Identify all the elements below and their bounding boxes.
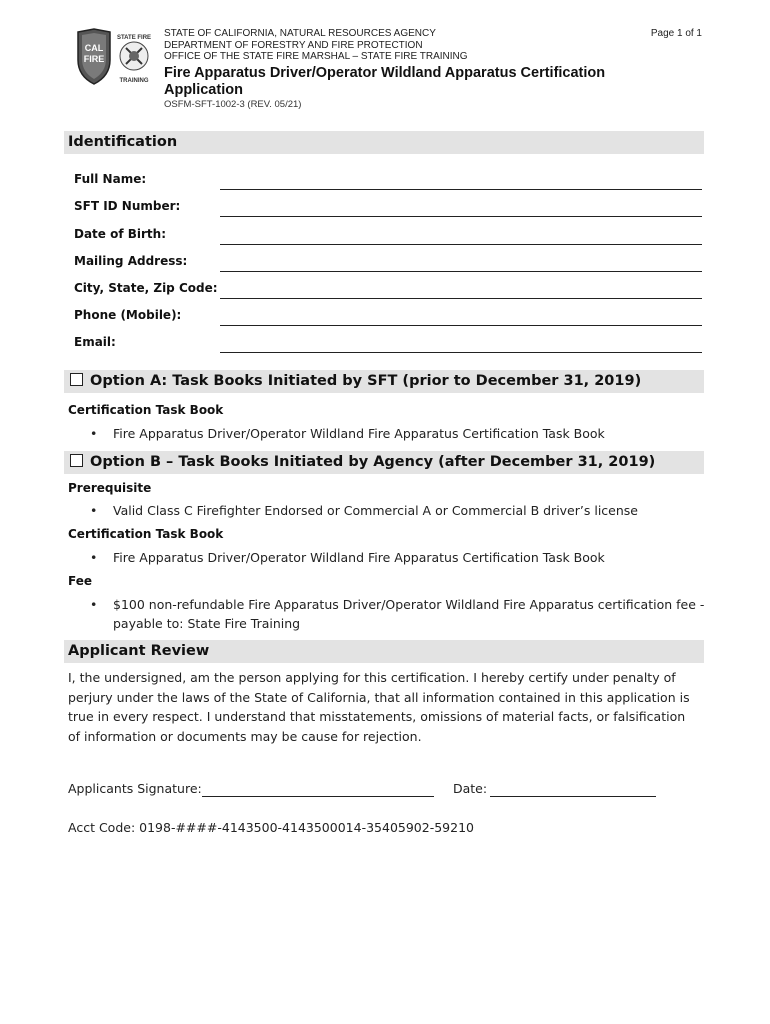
phone-field[interactable] — [220, 325, 702, 326]
city-state-zip-row — [74, 279, 702, 299]
sft-id-field[interactable] — [220, 216, 702, 217]
form-code: OSFM-SFT-1002-3 (REV. 05/21) — [164, 99, 302, 110]
logo-cal-text: CAL — [84, 43, 104, 53]
option-a-heading-text: Option A: Task Books Initiated by SFT (prior to December 31, 2019) — [90, 373, 642, 389]
phone-row — [74, 306, 702, 326]
dob-row — [74, 225, 702, 245]
applicant-review-heading: Applicant Review — [64, 640, 704, 663]
list-item — [90, 424, 706, 443]
city-state-zip-field[interactable] — [220, 298, 702, 299]
dob-label: Date of Birth: — [74, 227, 167, 241]
logo-fire-text: FIRE — [83, 54, 105, 64]
full-name-field[interactable] — [220, 189, 702, 190]
option-b-heading-text: Option B – Task Books Initiated by Agency (after December 31, 2019) — [90, 454, 656, 470]
mailing-address-label: Mailing Address: — [74, 254, 188, 268]
dob-field[interactable] — [220, 244, 702, 245]
bullet-glyph: • — [90, 597, 98, 612]
option-b-prereq-label: Prerequisite — [68, 481, 152, 495]
option-b-prereq-item: Valid Class C Firefighter Endorsed or Commercial A or Commercial B driver’s license — [113, 503, 638, 518]
email-row — [74, 333, 702, 353]
phone-label: Phone (Mobile): — [74, 308, 182, 322]
list-item — [90, 595, 706, 633]
email-field[interactable] — [220, 352, 702, 353]
form-title: Fire Apparatus Driver/Operator Wildland Apparatus Certification Application — [164, 65, 606, 98]
logo-state-fire-text: STATE FIRE — [116, 35, 152, 41]
bullet-glyph: • — [90, 503, 98, 518]
option-b-heading — [64, 451, 704, 474]
signature-label: Applicants Signature: — [68, 781, 202, 796]
list-item — [90, 501, 706, 520]
sft-id-label: SFT ID Number: — [74, 199, 181, 213]
date-label: Date: — [453, 781, 488, 796]
option-b-checkbox[interactable] — [70, 454, 83, 467]
agency-line: OFFICE OF THE STATE FIRE MARSHAL – STATE FIRE TRAINING — [164, 51, 468, 62]
date-field[interactable] — [490, 796, 656, 797]
full-name-row — [74, 170, 702, 190]
logo-training-text: TRAINING — [119, 78, 149, 84]
mailing-address-row — [74, 252, 702, 272]
mailing-address-field[interactable] — [220, 271, 702, 272]
list-item — [90, 548, 706, 567]
agency-line: STATE OF CALIFORNIA, NATURAL RESOURCES AGENCY — [164, 28, 436, 39]
option-a-cert-label: Certification Task Book — [68, 403, 224, 417]
agency-header — [164, 28, 468, 63]
option-b-fee-item: $100 non-refundable Fire Apparatus Driver/Operator Wildland Fire Apparatus certification fee - payable to: State Fire Training — [113, 597, 705, 631]
state-fire-training-logo — [74, 26, 162, 88]
bullet-glyph: • — [90, 550, 98, 565]
page-number: Page 1 of 1 — [650, 28, 702, 39]
option-b-cert-item: Fire Apparatus Driver/Operator Wildland Fire Apparatus Certification Task Book — [113, 550, 605, 565]
option-a-heading — [64, 370, 704, 393]
certification-statement: I, the undersigned, am the person applying for this certification. I hereby certify under penalty of perjury under the laws of the State of California, that all information contained in this application is true in every respect. I understand that misstatements, omissions of material facts, or falsification of information or documents may be cause for rejection. — [68, 670, 690, 744]
option-b-cert-label: Certification Task Book — [68, 527, 224, 541]
option-a-checkbox[interactable] — [70, 373, 83, 386]
email-label: Email: — [74, 335, 116, 349]
city-state-zip-label: City, State, Zip Code: — [74, 281, 218, 295]
sft-id-row — [74, 197, 702, 217]
signature-field[interactable] — [202, 796, 434, 797]
agency-line: DEPARTMENT OF FORESTRY AND FIRE PROTECTION — [164, 39, 423, 51]
bullet-glyph: • — [90, 426, 98, 441]
full-name-label: Full Name: — [74, 172, 147, 186]
identification-heading: Identification — [64, 131, 704, 154]
option-b-fee-label: Fee — [68, 574, 92, 588]
acct-code: Acct Code: 0198-####-4143500-4143500014-35405902-59210 — [68, 820, 474, 835]
option-a-cert-item: Fire Apparatus Driver/Operator Wildland Fire Apparatus Certification Task Book — [113, 426, 605, 441]
